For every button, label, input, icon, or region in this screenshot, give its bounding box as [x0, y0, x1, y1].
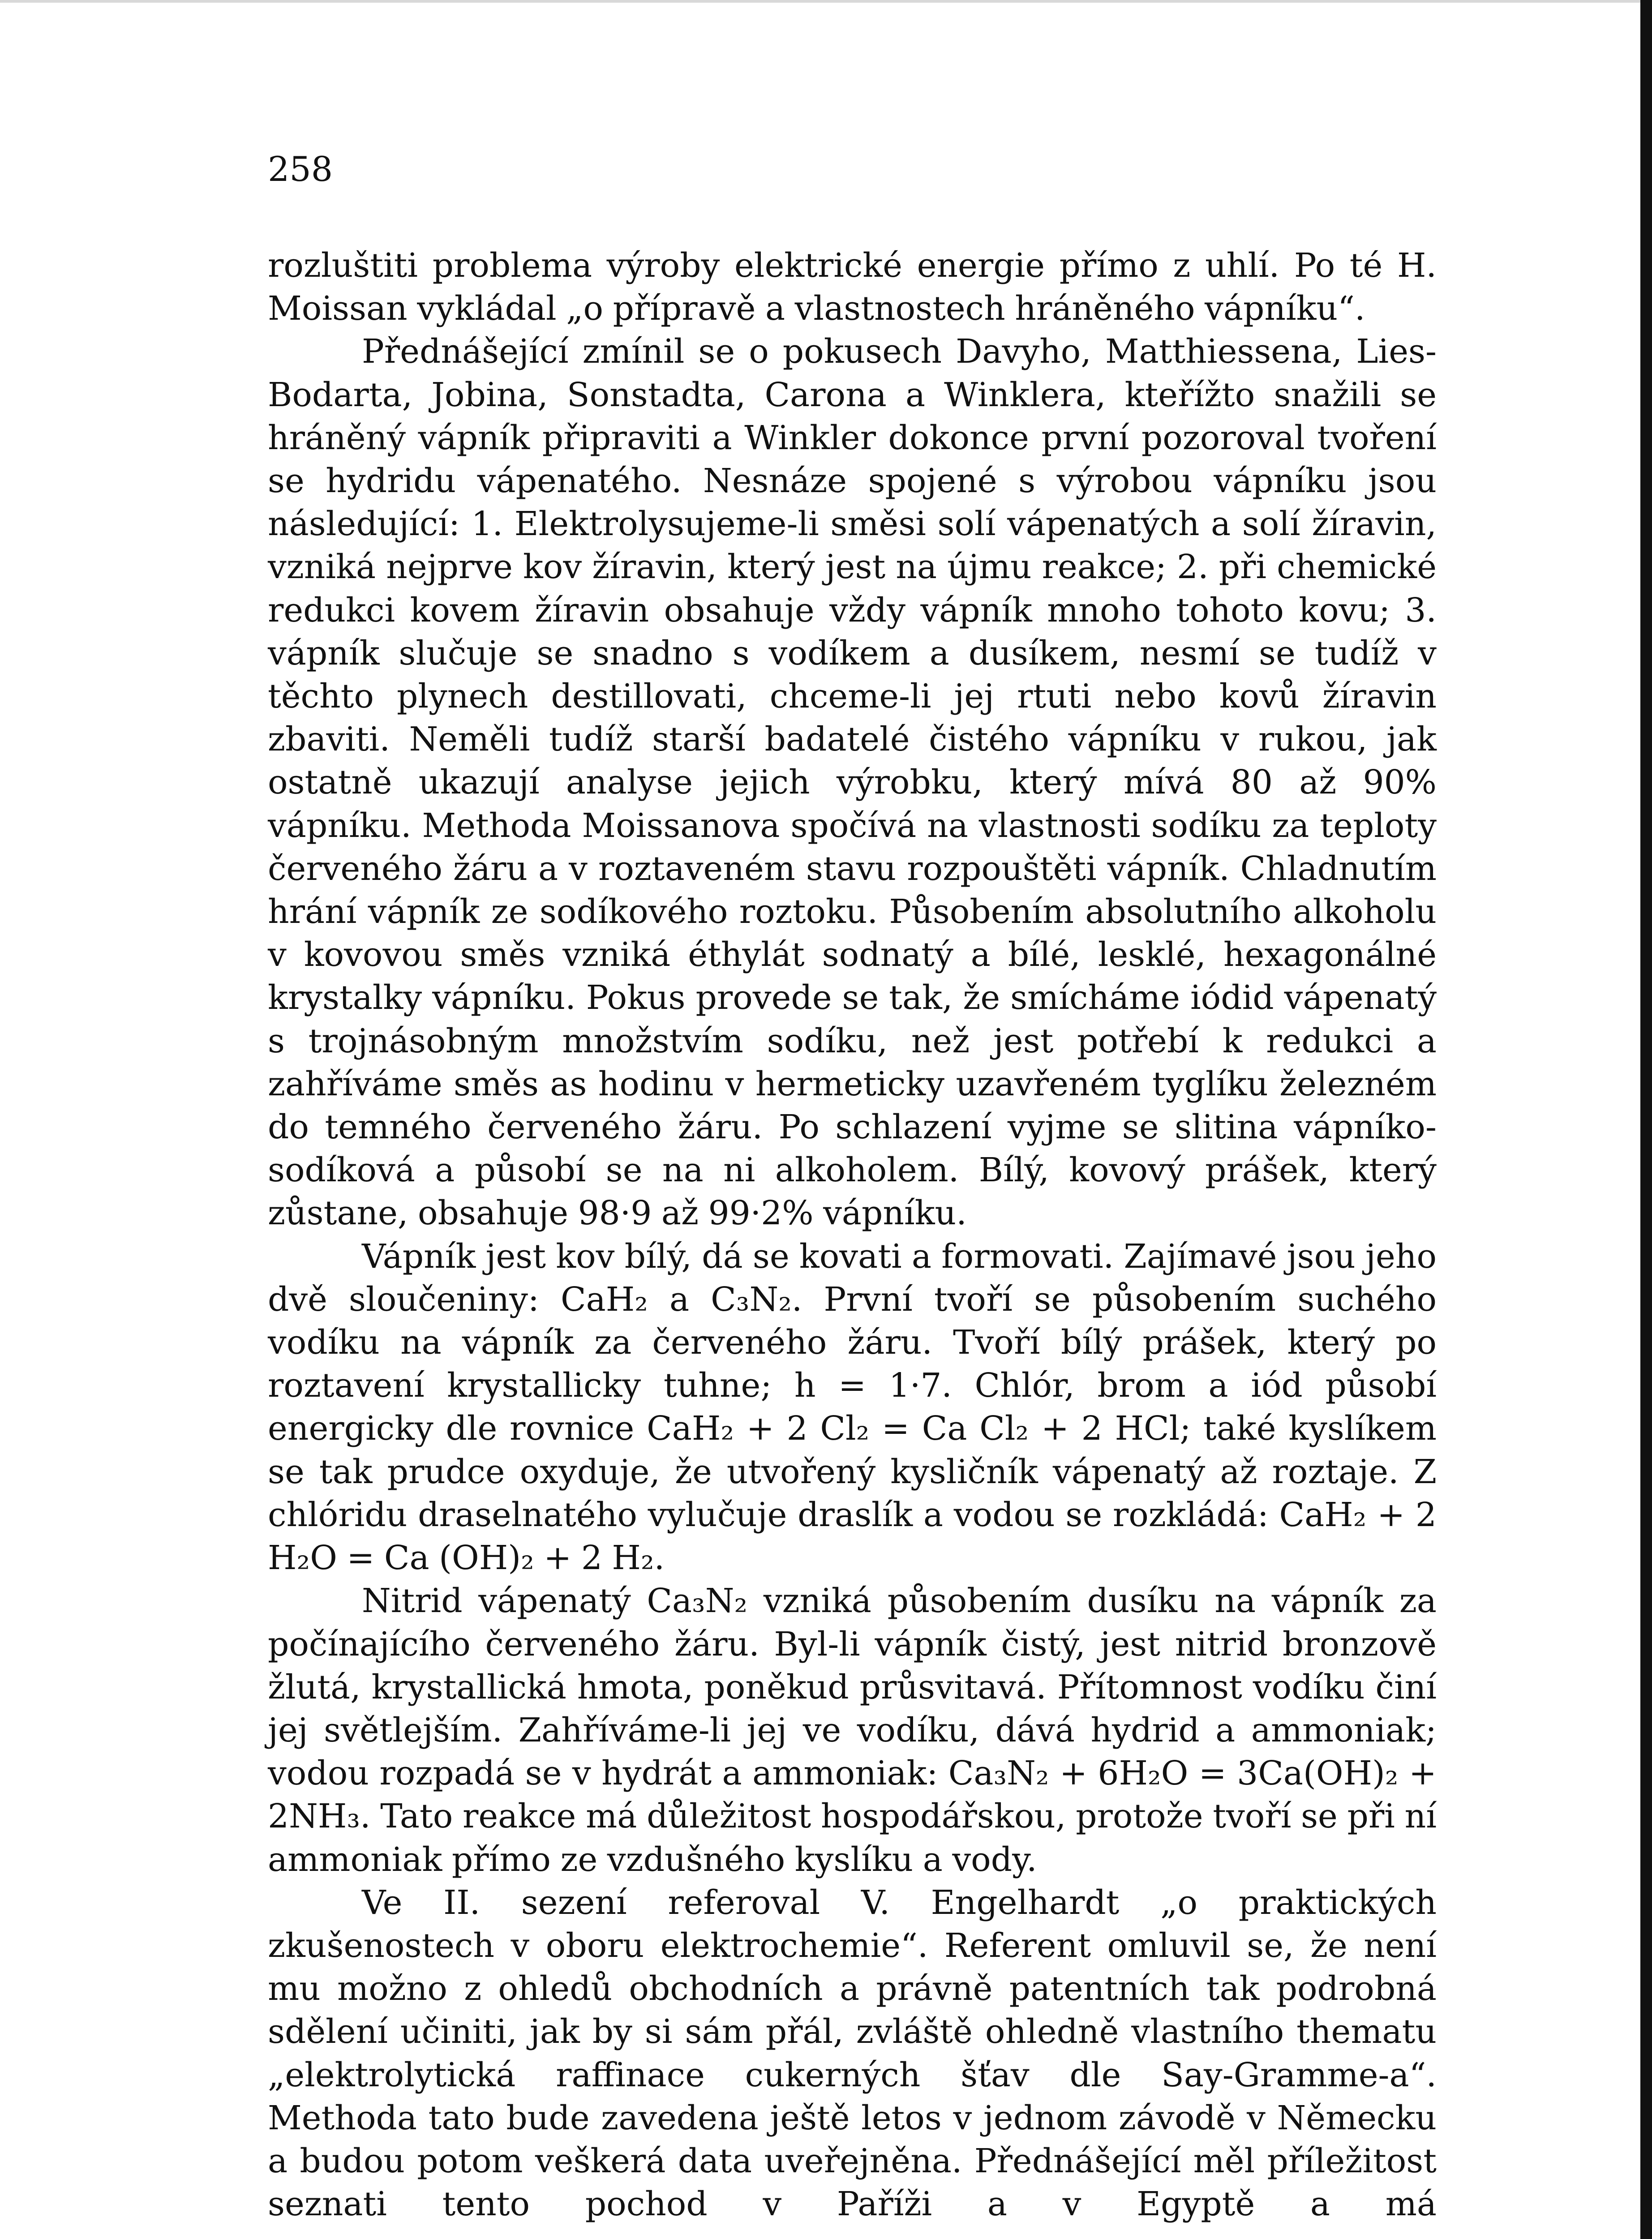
paragraph-3: Vápník jest kov bílý, dá se kovati a formovati. Zajímavé jsou jeho dvě sloučeniny: CaH₂ a C₃N₂. První tvoří se působením suchého vodíku na vápník za červeného žáru. Tvoří bílý prášek, který po roztavení krystallicky tuhne; h = 1·7. Chlór, brom a iód působí energicky dle rovnice CaH₂ + 2 Cl₂ = Ca Cl₂ + 2 HCl; také kyslíkem se tak prudce oxyduje, že utvořený kysličník vápenatý až roztaje. Z chlóridu draselnatého vylučuje draslík a vodou se rozkládá: CaH₂ + 2 H₂O = Ca (OH)₂ + 2 H₂. — [268, 1237, 1437, 1578]
paragraph-1: rozluštiti problema výroby elektrické energie přímo z uhlí. Po té H. Moissan vykládal „o přípravě a vlastnostech hráněného vápníku“. — [268, 246, 1437, 328]
paragraph-2: Přednášející zmínil se o pokusech Davyho, Matthiessena, Lies-Bodarta, Jobina, Sonstadta, Carona a Winklera, kteřížto snažili se hráněný vápník připraviti a Winkler dokonce první pozoroval tvoření se hydridu vápenatého. Nesnáze spojené s výrobou vápníku jsou následující: 1. Elektrolysujeme-li směsi solí vápenatých a solí žíravin, vzniká nejprve kov žíravin, který jest na újmu reakce; 2. při chemické redukci kovem žíravin obsahuje vždy vápník mnoho tohoto kovu; 3. vápník slučuje se snadno s vodíkem a dusíkem, nesmí se tudíž v těchto plynech destillovati, chceme-li jej rtuti nebo kovů žíravin zbaviti. Neměli tudíž starší badatelé čistého vápníku v rukou, jak ostatně ukazují analyse jejich výrobku, který mívá 80 až 90% vápníku. Methoda Moissanova spočívá na vlastnosti sodíku za teploty červeného žáru a v roztaveném stavu rozpouštěti vápník. Chladnutím hrání vápník ze sodíkového roztoku. Působením absolutního alkoholu v kovovou směs vzniká éthylát sodnatý a bílé, lesklé, hexagonálné krystalky vápníku. Pokus provede se tak, že smícháme iódid vápenatý s trojnásobným množstvím sodíku, než jest potřebí k redukci a zahříváme směs as hodinu v hermeticky uzavřeném tyglíku železném do temného červeného žáru. Po schlazení vyjme se slitina vápníko-sodíková a působí se na ni alkoholem. Bílý, kovový prášek, který zůstane, obsahuje 98·9 až 99·2% vápníku. — [268, 332, 1437, 1233]
scan-top-edge — [0, 0, 1652, 3]
scan-right-edge — [1640, 0, 1652, 2239]
paragraph-5: Ve II. sezení referoval V. Engelhardt „o praktických zkušenostech v oboru elektrochemie“. Referent omluvil se, že není mu možno z ohledů obchodních a právně patentních tak podrobná sdělení učiniti, jak by si sám přál, zvláště ohledně vlastního thematu „elektrolytická raffinace cukerných šťav dle Say-Gramme-a“. Methoda tato bude zavedena ještě letos v jednom závodě v Německu a budou potom veškerá data uveřejněna. Přednášející měl příležitost seznati tento pochod v Paříži a v Egyptě a má — [268, 1883, 1437, 2224]
body-text — [268, 244, 1437, 2226]
paragraph-4: Nitrid vápenatý Ca₃N₂ vzniká působením dusíku na vápník za počínajícího červeného žáru. Byl-li vápník čistý, jest nitrid bronzově žlutá, krystallická hmota, poněkud průsvitavá. Přítomnost vodíku činí jej světlejším. Zahříváme-li jej ve vodíku, dává hydrid a ammoniak; vodou rozpadá se v hydrát a ammoniak: Ca₃N₂ + 6H₂O = 3Ca(OH)₂ + 2NH₃. Tato reakce má důležitost hospodářskou, protože tvoří se při ní ammoniak přímo ze vzdušného kyslíku a vody. — [268, 1582, 1437, 1879]
page-number: 258 — [268, 149, 333, 189]
